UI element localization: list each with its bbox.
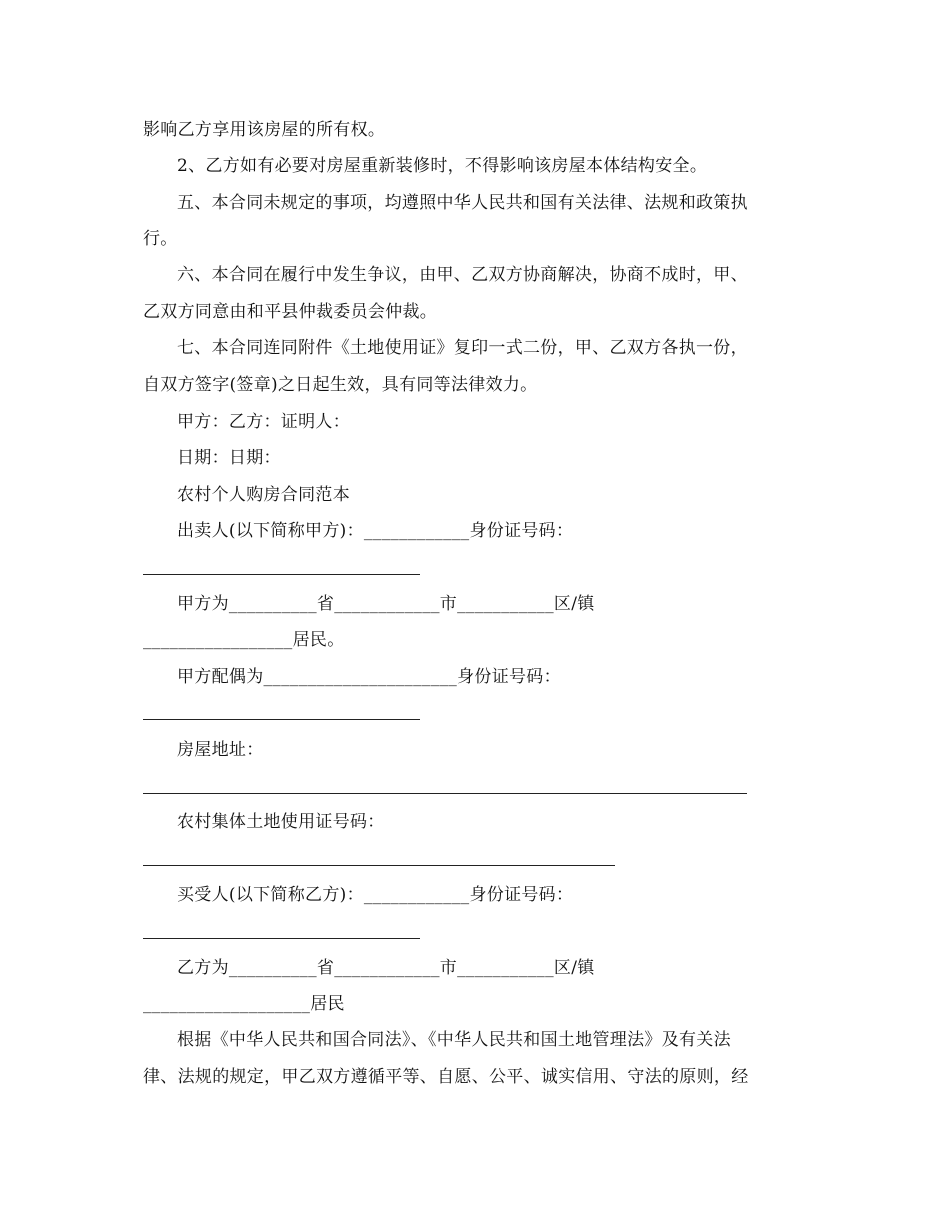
section-title: 农村个人购房合同范本	[177, 485, 350, 505]
text-line: 六、本合同在履行中发生争议，由甲、乙双方协商解决，协商不成时，甲、	[177, 265, 748, 285]
seller-resident-line: _________________居民。	[143, 630, 345, 650]
land-certificate-label: 农村集体土地使用证号码：	[177, 812, 385, 832]
buyer-resident-line: ___________________居民	[143, 994, 345, 1014]
seller-line: 出卖人(以下简称甲方)：____________身份证号码：	[177, 521, 574, 541]
seller-address-line: 甲方为__________省____________市___________区/镇	[177, 594, 595, 614]
text-line: 五、本合同未规定的事项，均遵照中华人民共和国有关法律、法规和政策执	[177, 193, 748, 213]
house-address-label: 房屋地址：	[177, 740, 264, 760]
text-line: 七、本合同连同附件《土地使用证》复印一式二份，甲、乙双方各执一份，	[177, 338, 748, 358]
signature-line: 甲方：乙方：证明人：	[177, 412, 350, 432]
seller-spouse-line: 甲方配偶为______________________身份证号码：	[177, 667, 561, 687]
text-line: 影响乙方享用该房屋的所有权。	[143, 120, 386, 140]
blank-underline	[143, 719, 420, 720]
date-line: 日期：日期：	[177, 448, 281, 468]
text-line: 2、乙方如有必要对房屋重新装修时，不得影响该房屋本体结构安全。	[177, 156, 708, 176]
text-line: 根据《中华人民共和国合同法》、《中华人民共和国土地管理法》及有关法	[177, 1030, 731, 1050]
buyer-address-line: 乙方为__________省____________市___________区/镇	[177, 958, 595, 978]
blank-underline	[143, 793, 747, 794]
blank-underline	[143, 938, 420, 939]
blank-underline	[143, 865, 615, 866]
buyer-line: 买受人(以下简称乙方)：____________身份证号码：	[177, 885, 574, 905]
blank-underline	[143, 574, 420, 575]
text-line: 自双方签字(签章)之日起生效，具有同等法律效力。	[143, 375, 538, 395]
text-line: 乙双方同意由和平县仲裁委员会仲裁。	[143, 302, 438, 322]
text-line: 律、法规的规定，甲乙双方遵循平等、自愿、公平、诚实信用、守法的原则，经	[143, 1067, 749, 1087]
text-line: 行。	[143, 229, 178, 249]
